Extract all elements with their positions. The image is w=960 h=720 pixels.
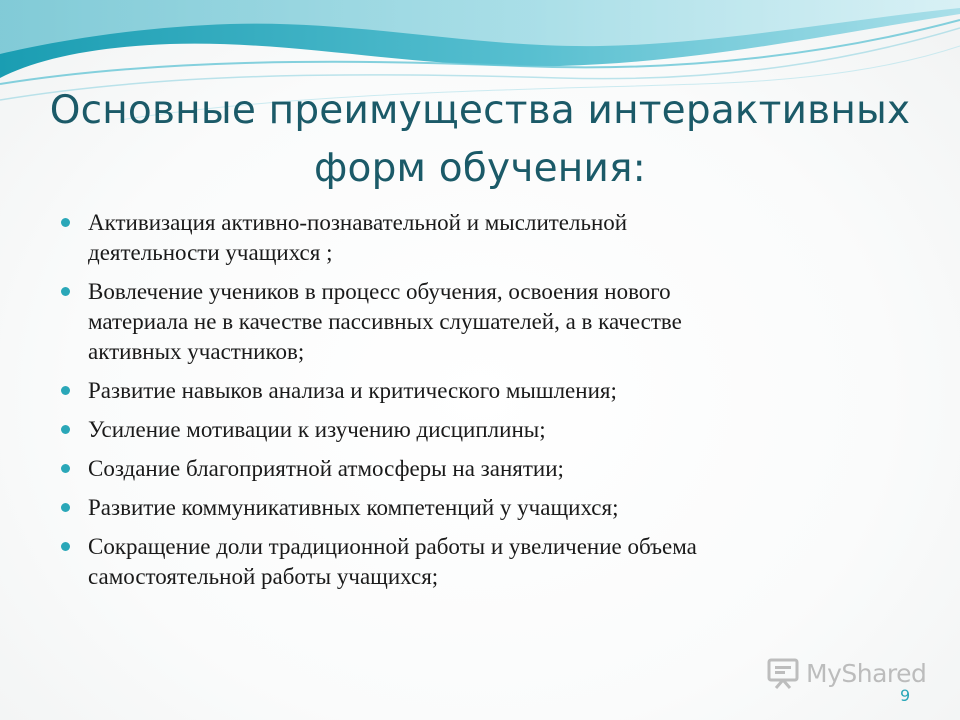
- presentation-board-icon: [766, 656, 800, 690]
- bullet-text-line: материала не в качестве пассивных слушателей, а в качестве: [88, 309, 682, 334]
- bullet-text-line: Развитие коммуникативных компетенций у учащихся;: [88, 495, 619, 520]
- bullet-text-line: самостоятельной работы учащихся;: [88, 564, 439, 589]
- slide-title-line-1: Основные преимущества интерактивных: [49, 88, 911, 133]
- watermark-text: MyShared: [806, 658, 927, 688]
- bullet-item: [60, 277, 880, 367]
- slide-title-line-2: форм обучения:: [313, 146, 647, 191]
- slide-title: [40, 82, 920, 198]
- bullet-item: [60, 454, 880, 484]
- bullet-text-line: активных участников;: [88, 339, 305, 364]
- bullet-list: [60, 208, 880, 601]
- bullet-dot-icon: [61, 218, 70, 227]
- bullet-item: [60, 208, 880, 268]
- bullet-item: [60, 493, 880, 523]
- bullet-dot-icon: [61, 386, 70, 395]
- bullet-dot-icon: [61, 425, 70, 434]
- bullet-text-line: Развитие навыков анализа и критического мышления;: [88, 378, 617, 403]
- bullet-text-line: Активизация активно-познавательной и мыслительной: [88, 210, 628, 235]
- bullet-item: [60, 376, 880, 406]
- page-number: 9: [900, 686, 911, 705]
- bullet-dot-icon: [61, 287, 70, 296]
- bullet-dot-icon: [61, 503, 70, 512]
- bullet-text-line: Усиление мотивации к изучению дисциплины;: [88, 417, 546, 442]
- bullet-text-line: Создание благоприятной атмосферы на занятии;: [88, 456, 564, 481]
- bullet-text-line: Вовлечение учеников в процесс обучения, освоения нового: [88, 279, 671, 304]
- bullet-text-line: Сокращение доли традиционной работы и увеличение объема: [88, 534, 697, 559]
- bullet-text-line: деятельности учащихся ;: [88, 240, 333, 265]
- bullet-dot-icon: [61, 542, 70, 551]
- bullet-item: [60, 415, 880, 445]
- bullet-dot-icon: [61, 464, 70, 473]
- bullet-item: [60, 532, 880, 592]
- myshared-watermark[interactable]: [766, 656, 926, 690]
